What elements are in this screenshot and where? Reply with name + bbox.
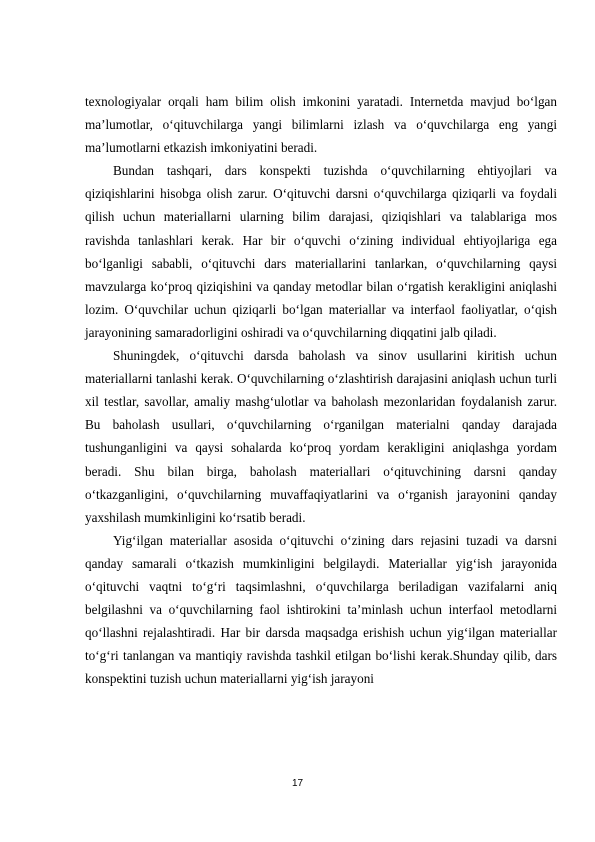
paragraph: Bundan tashqari, dars konspekti tuzishda o‘quvchilarning ehtiyojlari va qiziqishlarini hisobga olish zarur. O‘qituvchi darsni o‘quvchilarga qiziqarli va foydali qilish uchun materiallarni ularning bilim darajasi, qiziqishlari va talablariga mos ravishda tanlashlari kerak. Har bir o‘quvchi o‘zining individual ehtiyojlariga ega bo‘lganligi sababli, o‘qituvchi dars materiallarini tanlarkan, o‘quvchilarning qaysi mavzularga ko‘proq qiziqishini va qanday metodlar bilan o‘rgatish kerakligini aniqlashi lozim. O‘quvchilar uchun qiziqarli bo‘lgan materiallar va interfaol faoliyatlar, o‘qish jarayonining samaradorligini oshiradi va o‘quvchilarning diqqatini jalb qiladi.	[85, 163, 557, 340]
paragraph: Shuningdek, o‘qituvchi darsda baholash va sinov usullarini kiritish uchun materiallarni tanlashi kerak. O‘quvchilarning o‘zlashtirish darajasini aniqlash uchun turli xil testlar, savollar, amaliy mashg‘ulotlar va baholash mezonlaridan foydalanish zarur. Bu baholash usullari, o‘quvchilarning o‘rganilgan materialni qanday darajada tushunganligini va qaysi sohalarda ko‘proq yordam kerakligini aniqlashga yordam beradi. Shu bilan birga, baholash materiallari o‘qituvchining darsni qanday o‘tkazganligini, o‘quvchilarning muvaffaqiyatlarini va o‘rganish jarayonini qanday yaxshilash mumkinligini ko‘rsatib beradi.	[85, 348, 557, 525]
page-number: 17	[291, 778, 304, 789]
paragraph-continuation: texnologiyalar orqali ham bilim olish imkonini yaratadi. Internetda mavjud bo‘lgan ma’lumotlar, o‘qituvchilarga yangi bilimlarni izlash va o‘quvchilarga eng yangi ma’lumotlarni etkazish imkoniyatini beradi.	[85, 94, 557, 156]
body-text	[85, 90, 557, 690]
paragraph: Yig‘ilgan materiallar asosida o‘qituvchi o‘zining dars rejasini tuzadi va darsni qanday samarali o‘tkazish mumkinligini belgilaydi. Materiallar yig‘ish jarayonida o‘qituvchi vaqtni to‘g‘ri taqsimlashni, o‘quvchilarga beriladigan vazifalarni aniq belgilashni va o‘quvchilarning faol ishtirokini ta’minlash uchun interfaol metodlarni qo‘llashni rejalashtiradi. Har bir darsda maqsadga erishish uchun yig‘ilgan materiallar to‘g‘ri tanlangan va mantiqiy ravishda tashkil etilgan bo‘lishi kerak.Shunday qilib, dars konspektini tuzish uchun materiallarni yig‘ish jarayoni	[85, 532, 557, 687]
